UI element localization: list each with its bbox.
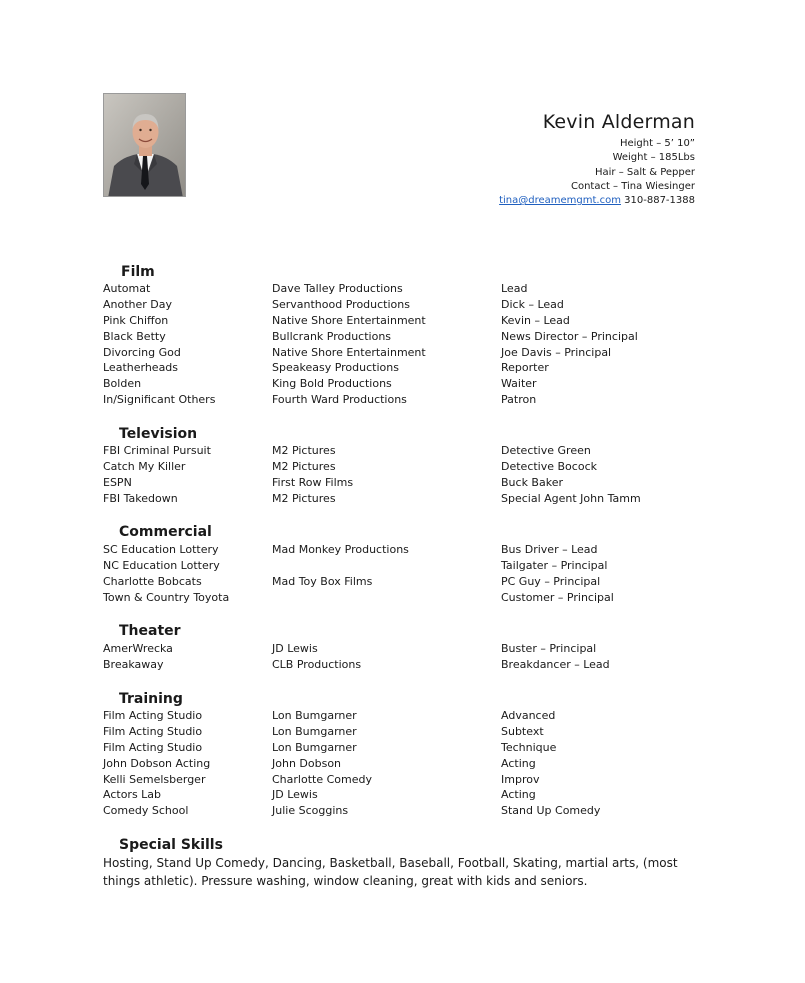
section-title-theater: Theater xyxy=(119,623,181,639)
role: Reporter xyxy=(501,361,549,375)
credit-row xyxy=(103,392,663,408)
role: Detective Green xyxy=(501,444,591,457)
role: News Director – Principal xyxy=(501,329,638,343)
production-company: First Row Films xyxy=(272,475,354,489)
role: Technique xyxy=(501,740,557,754)
production-company: JD Lewis xyxy=(272,788,318,802)
production-company: Servanthood Productions xyxy=(272,297,410,311)
credit-row xyxy=(103,574,663,590)
role: Dick – Lead xyxy=(501,297,564,311)
credit-row xyxy=(103,345,663,361)
credit-row xyxy=(103,724,663,740)
role: Bus Driver – Lead xyxy=(501,543,598,556)
production-company: Mad Toy Box Films xyxy=(272,574,373,588)
project-title: John Dobson Acting xyxy=(103,756,211,770)
project-title: Leatherheads xyxy=(103,361,179,375)
training-list xyxy=(103,708,663,819)
weight-line: Weight – 185Lbs xyxy=(612,152,695,164)
credit-row xyxy=(103,558,663,574)
production-company: Bullcrank Productions xyxy=(272,329,392,343)
role: Buck Baker xyxy=(501,475,563,489)
special-skills-text: Hosting, Stand Up Comedy, Dancing, Basketball, Baseball, Football, Skating, martial arts, (most things athletic). Pressure washing, window cleaning, great with kids and seniors. xyxy=(103,856,678,888)
project-title: Black Betty xyxy=(103,329,166,343)
role: Acting xyxy=(501,788,536,802)
production-company: M2 Pictures xyxy=(272,491,336,505)
production-company: Lon Bumgarner xyxy=(272,740,357,754)
production-company: Julie Scoggins xyxy=(272,804,349,818)
section-title-television: Television xyxy=(119,426,198,442)
credit-row xyxy=(103,740,663,756)
credit-row xyxy=(103,360,663,376)
project-title: Pink Chiffon xyxy=(103,313,169,327)
project-title: FBI Criminal Pursuit xyxy=(103,444,211,457)
credit-row xyxy=(103,459,663,475)
role: Lead xyxy=(501,282,528,295)
role: PC Guy – Principal xyxy=(501,574,601,588)
production-company: John Dobson xyxy=(272,756,342,770)
project-title: FBI Takedown xyxy=(103,491,178,505)
project-title: Catch My Killer xyxy=(103,459,186,473)
project-title: AmerWrecka xyxy=(103,642,173,655)
project-title: In/Significant Others xyxy=(103,393,216,407)
project-title: ESPN xyxy=(103,475,132,489)
project-title: Another Day xyxy=(103,297,173,311)
section-title-film: Film xyxy=(121,264,155,280)
email-link[interactable]: tina@dreamemgmt.com xyxy=(499,195,621,207)
production-company: Native Shore Entertainment xyxy=(272,313,426,327)
credit-row xyxy=(103,772,663,788)
section-title-commercial: Commercial xyxy=(119,524,212,540)
commercial-list xyxy=(103,542,663,606)
role: Kevin – Lead xyxy=(501,313,570,327)
project-title: NC Education Lottery xyxy=(103,558,220,572)
role: Buster – Principal xyxy=(501,642,597,655)
project-title: Film Acting Studio xyxy=(103,709,203,722)
role: Breakdancer – Lead xyxy=(501,657,610,671)
production-company: Mad Monkey Productions xyxy=(272,543,409,556)
credit-row xyxy=(103,329,663,345)
role: Patron xyxy=(501,393,537,407)
television-list xyxy=(103,443,663,507)
role: Waiter xyxy=(501,377,537,391)
phone-number: 310-887-1388 xyxy=(620,195,695,207)
production-company: CLB Productions xyxy=(272,657,362,671)
project-title: Automat xyxy=(103,282,151,295)
credit-row xyxy=(103,657,663,673)
height-line: Height – 5’ 10” xyxy=(619,138,695,149)
email-phone-line xyxy=(375,194,695,208)
contact-header xyxy=(375,110,695,208)
contact-line: Contact – Tina Wiesinger xyxy=(570,180,695,192)
credit-row xyxy=(103,443,663,459)
production-company: King Bold Productions xyxy=(272,377,392,391)
production-company: M2 Pictures xyxy=(272,444,336,457)
production-company: Native Shore Entertainment xyxy=(272,345,426,359)
role: Special Agent John Tamm xyxy=(501,491,641,505)
project-title: Film Acting Studio xyxy=(103,740,203,754)
role: Tailgater – Principal xyxy=(501,558,608,572)
section-title-training: Training xyxy=(119,691,183,707)
credit-row xyxy=(103,756,663,772)
project-title: Actors Lab xyxy=(103,788,162,802)
project-title: SC Education Lottery xyxy=(103,543,219,556)
role: Joe Davis – Principal xyxy=(501,345,612,359)
credit-row xyxy=(103,281,663,297)
production-company: Lon Bumgarner xyxy=(272,709,357,722)
theater-list xyxy=(103,641,663,673)
project-title: Divorcing God xyxy=(103,345,181,359)
project-title: Breakaway xyxy=(103,657,164,671)
credit-row xyxy=(103,641,663,657)
actor-name: Kevin Alderman xyxy=(542,111,695,133)
production-company: Lon Bumgarner xyxy=(272,724,357,738)
project-title: Town & Country Toyota xyxy=(103,590,230,604)
credit-row xyxy=(103,376,663,392)
section-title-special-skills: Special Skills xyxy=(119,837,223,853)
project-title: Film Acting Studio xyxy=(103,724,203,738)
role: Stand Up Comedy xyxy=(501,804,601,818)
headshot-illustration xyxy=(104,94,186,197)
project-title: Charlotte Bobcats xyxy=(103,574,202,588)
production-company: JD Lewis xyxy=(272,642,318,655)
credit-row xyxy=(103,708,663,724)
credit-row xyxy=(103,787,663,803)
credit-row xyxy=(103,491,663,507)
headshot-photo xyxy=(103,93,186,197)
production-company: Speakeasy Productions xyxy=(272,361,399,375)
production-company: Dave Talley Productions xyxy=(272,282,403,295)
film-list xyxy=(103,281,663,408)
project-title: Kelli Semelsberger xyxy=(103,772,206,786)
credit-row xyxy=(103,803,663,819)
role: Acting xyxy=(501,756,536,770)
role: Subtext xyxy=(501,724,544,738)
credit-row xyxy=(103,313,663,329)
role: Improv xyxy=(501,772,540,786)
production-company: Charlotte Comedy xyxy=(272,772,372,786)
credit-row xyxy=(103,475,663,491)
project-title: Comedy School xyxy=(103,804,189,818)
project-title: Bolden xyxy=(103,377,142,391)
credit-row xyxy=(103,590,663,606)
production-company: M2 Pictures xyxy=(272,459,336,473)
production-company: Fourth Ward Productions xyxy=(272,393,407,407)
credit-row xyxy=(103,297,663,313)
role: Advanced xyxy=(501,709,556,722)
credit-row xyxy=(103,542,663,558)
hair-line: Hair – Salt & Pepper xyxy=(594,166,695,178)
role: Detective Bocock xyxy=(501,459,597,473)
role: Customer – Principal xyxy=(501,590,614,604)
